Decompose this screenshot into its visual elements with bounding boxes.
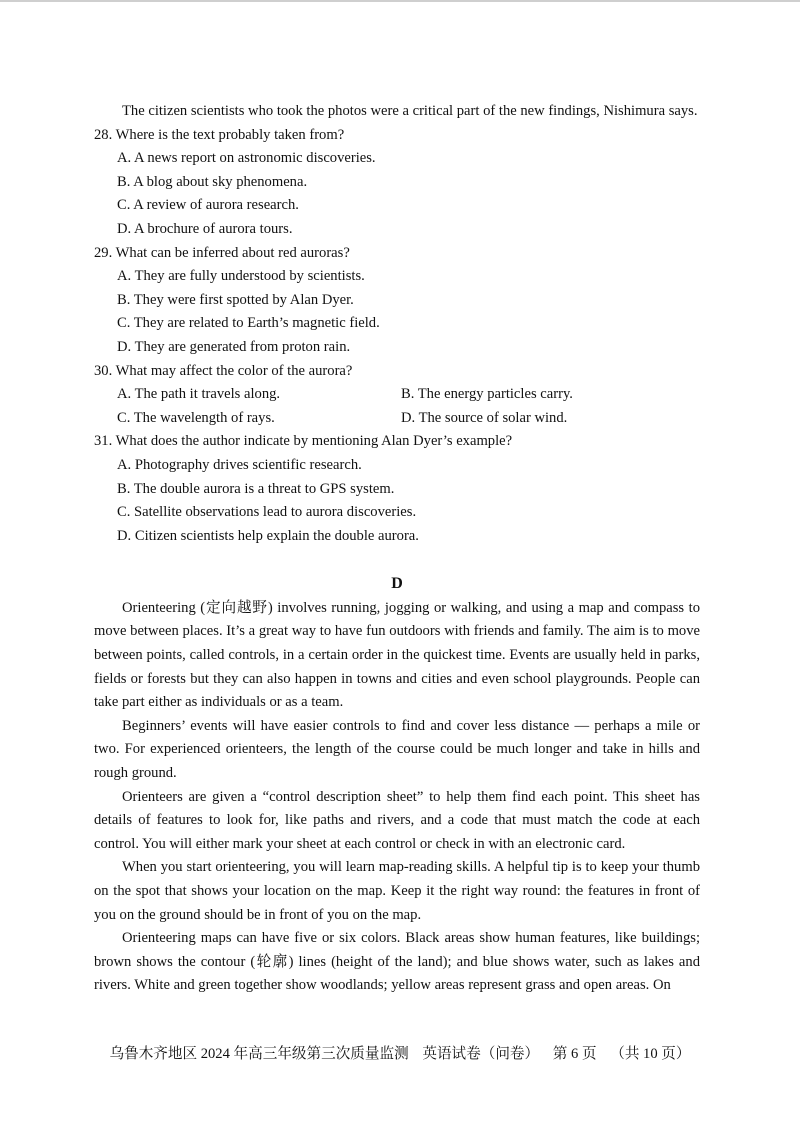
option-row — [94, 383, 700, 407]
section-d-paragraph-2: Beginners’ events will have easier controls to find and cover less distance — perhaps a mile or two. For experienced orienteers, the length of the course could be much longer and take in hills and rough ground. — [94, 717, 700, 782]
footer-total-pages: （共 10 页） — [610, 1046, 691, 1062]
section-d-paragraph-4: When you start orienteering, you will learn map-reading skills. A helpful tip is to keep your thumb on the spot that shows your location on the map. Keep it the right way round: the features in front of you on the ground should be in front of you on the map. — [94, 859, 700, 923]
section-d-paragraph-3: Orienteers are given a “control description sheet” to help them find each point. This sheet has details of features to look for, like paths and rivers, and a code that must match the code at each control. You will either mark your sheet at each control or check in with an electronic card. — [94, 788, 700, 852]
section-d-title: D — [391, 575, 403, 593]
option-d: D. The source of solar wind. — [401, 409, 568, 426]
option-a: A. A news report on astronomic discoveries. — [117, 150, 376, 167]
intro-paragraph: The citizen scientists who took the photos were a critical part of the new findings, Nishimura says. — [122, 103, 698, 119]
option-c: C. A review of aurora research. — [117, 197, 299, 214]
option-row — [94, 407, 700, 431]
option-b: B. The energy particles carry. — [401, 386, 573, 403]
question-31 — [94, 430, 700, 548]
footer-subject: 英语试卷（问卷） — [422, 1046, 540, 1062]
question-29 — [94, 242, 700, 360]
option-c: C. Satellite observations lead to aurora discoveries. — [117, 504, 417, 521]
option-c: C. They are related to Earth’s magnetic field. — [117, 315, 380, 332]
question-stem: 31. What does the author indicate by mentioning Alan Dyer’s example? — [94, 433, 513, 450]
question-stem: 30. What may affect the color of the aurora? — [94, 362, 353, 379]
question-stem: 29. What can be inferred about red auroras? — [94, 244, 350, 261]
option-a: A. They are fully understood by scientists. — [117, 268, 365, 285]
option-b: B. A blog about sky phenomena. — [117, 173, 308, 190]
section-d-paragraph-1: Orienteering (定向越野) involves running, jogging or walking, and using a map and compass to move between places. It’s a great way to have fun outdoors with friends and family. The aim is to move between points, called controls, in a certain order in the quickest time. Events are usually held in parks, fields or forests but they can also happen in towns and cities and even school playgrounds. People can take part either as individuals or as a team. — [94, 599, 700, 711]
page-footer — [0, 1042, 800, 1063]
question-28 — [94, 124, 700, 242]
option-d: D. Citizen scientists help explain the double aurora. — [117, 527, 419, 544]
option-a: A. Photography drives scientific research. — [117, 456, 362, 473]
option-b: B. The double aurora is a threat to GPS system. — [117, 480, 395, 497]
option-b: B. They were first spotted by Alan Dyer. — [117, 291, 354, 308]
section-d-paragraph-5: Orienteering maps can have five or six colors. Black areas show human features, like buildings; brown shows the contour (轮廓) lines (height of the land); and blue shows water, such as lakes and rivers. White and green together show woodlands; yellow areas represent grass and open areas. On — [94, 930, 700, 994]
option-a: A. The path it travels along. — [117, 386, 281, 403]
footer-exam-name: 乌鲁木齐地区 2024 年高三年级第三次质量监测 — [109, 1046, 409, 1062]
footer-page-number: 第 6 页 — [552, 1046, 597, 1062]
option-d: D. A brochure of aurora tours. — [117, 220, 293, 237]
top-border — [0, 0, 800, 2]
option-d: D. They are generated from proton rain. — [117, 338, 351, 355]
option-c: C. The wavelength of rays. — [117, 409, 275, 426]
question-stem: 28. Where is the text probably taken from? — [94, 126, 345, 143]
page-content — [94, 100, 700, 998]
question-30 — [94, 360, 700, 431]
